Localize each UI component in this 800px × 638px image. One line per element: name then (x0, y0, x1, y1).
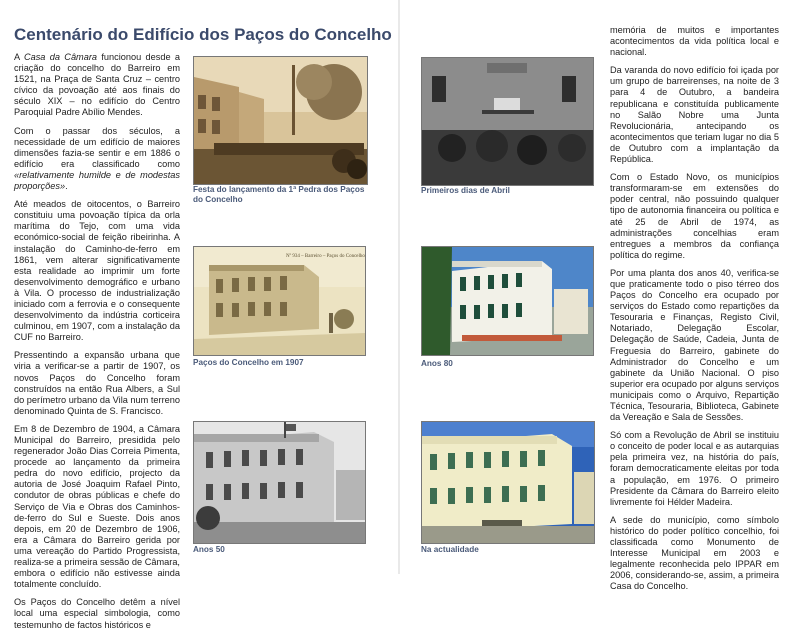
paragraph (14, 126, 180, 193)
paragraph: memória de muitos e importantes acontecimentos da vida política local e nacional. (610, 25, 779, 58)
photo-town-hall-50s (193, 421, 366, 544)
postcard-caption-text: Nº 934 – Barreiro – Paços do Concelho (286, 254, 365, 259)
paragraph (14, 424, 180, 590)
photo-first-stone-ceremony (193, 56, 368, 185)
paragraph (14, 597, 180, 630)
page-fold (398, 0, 400, 574)
text-run: funcionou desde a criação do concelho do Barreiro em 1521, na Praça de Santa Cruz – centro cívico da povoação até aos finais do século XIX – no edifício do Centro Paroquial Padre Abílio Mendes. (14, 52, 180, 118)
text-run-italic: «relativamente humilde e de modestas proporções» (14, 169, 180, 192)
text-run: Em 8 de Dezembro de 1904, a Câmara Municipal do Barreiro, presidida pelo regenerador João Dias Correia Pimenta, procede ao lançamento da primeira pedra do novo edifício, projecto da autoria de José Joaquim Rafael Pinto, condutor de obras públicas e chefe do Serviço de Via e Obras dos Caminhos-de-ferro do Sul e Sueste. Dois anos depois, em 20 de Dezembro de 1906, era a Câmara do Barreiro gerida por uma vereação do Partido Progressista, realiza-se a primeira sessão de Câmara, embora o edifício não estivesse ainda totalmente concluído. (14, 423, 180, 590)
photo-town-hall-1907 (193, 246, 366, 356)
text-run: A (14, 52, 24, 62)
photo-first-days-of-april (421, 57, 594, 186)
right-text-column (610, 25, 779, 600)
photo-town-hall-today (421, 421, 595, 544)
paragraph: Da varanda do novo edifício foi içada por um grupo de barreirenses, na noite de 3 para 4 de Outubro, a bandeira republicana e constituída publicamente no Salão Nobre uma Junta Revolucionária, antecipando os acontecimentos que teriam lugar no dia 5 de Outubro com a implantação da República. (610, 65, 779, 165)
left-text-column (14, 52, 180, 638)
paragraph: Com o Estado Novo, os municípios transformaram-se em extensões do poder central, não possuindo qualquer tipo de autonomia financeira ou política e até 25 de Abril de 1974, as administrações concelhias eram entregues a membros da confiança política do regime. (610, 172, 779, 260)
paragraph: Só com a Revolução de Abril se instituiu o conceito de poder local e as autarquias pela primeira vez, na história do país, foram democraticamente eleitas por toda a população, em 1976. O primeiro Presidente da Câmara do Barreiro eleito livremente foi Hélder Madeira. (610, 430, 779, 507)
paragraph (14, 199, 180, 343)
text-run: . (65, 181, 68, 192)
caption-photo2: Primeiros dias de Abril (421, 186, 510, 195)
text-run-italic: Casa da Câmara (23, 52, 97, 62)
text-run: Os Paços do Concelho detêm a nível local uma especial simbologia, como testemunho de factos históricos e (14, 597, 180, 630)
caption-photo4: Anos 80 (421, 359, 453, 368)
text-run: Até meados de oitocentos, o Barreiro constituiu uma povoação típica da orla marítima do Tejo, com uma vida económico-social de feição ribeirinha. A instalação do Caminho-de-ferro em 1861, vem alterar significativamente esta realidade ao imprimir um forte desenvolvimento demográfico e urbano à Vila. O processo de industrialização iniciado com a ferrovia e o consequente desenvolvimento da indústria corticeira culminou, em 1907, com a instalação da CUF no Barreiro. (14, 199, 180, 343)
page-title: Centenário do Edifício dos Paços do Concelho (14, 25, 392, 44)
caption-photo6: Na actualidade (421, 545, 479, 554)
caption-photo3: Paços do Concelho em 1907 (193, 358, 304, 367)
caption-photo1: Festa do lançamento da 1ª Pedra dos Paços do Concelho (193, 185, 365, 204)
paragraph (14, 350, 180, 417)
text-run: Pressentindo a expansão urbana que viria a verificar-se a partir de 1907, os novos Paços do Concelho foram construídos na então Rua Albers, a Sul do perímetro urbano da Vila num terreno denominado Quinta de S. Francisco. (14, 350, 180, 416)
paragraph: A sede do município, como símbolo histórico do poder político concelhio, foi classificada como Monumento de Interesse Municipal em 2003 e legalmente reconhecida pelo IPPAR em 2006, considerando-se, assim, a primeira Casa do Concelho. (610, 514, 779, 592)
text-run: Com o passar dos séculos, a necessidade de um edifício de maiores dimensões fazia-se sentir e em 1886 o edifício era classificado como (14, 125, 180, 169)
photo-town-hall-80s (421, 246, 594, 356)
caption-photo5: Anos 50 (193, 545, 225, 554)
paragraph (14, 52, 180, 119)
paragraph: Por uma planta dos anos 40, verifica-se que praticamente todo o piso térreo dos Paços do Concelho era ocupado por serviços do Estado como repartições da Tesouraria e Finanças, Registo Civil, Notariado, Delegação Escolar, Delegação de Saúde, Cadeia, Junta de Freguesia do Barreiro, gabinete do Administrador do Concelho e um gabinete da União Nacional. O piso superior era ocupado por alguns serviços municipais como o Arquivo, Repartição Técnica, Tesouraria, Biblioteca, Gabinete da Vereação e Sala de Sessões. (610, 267, 779, 423)
